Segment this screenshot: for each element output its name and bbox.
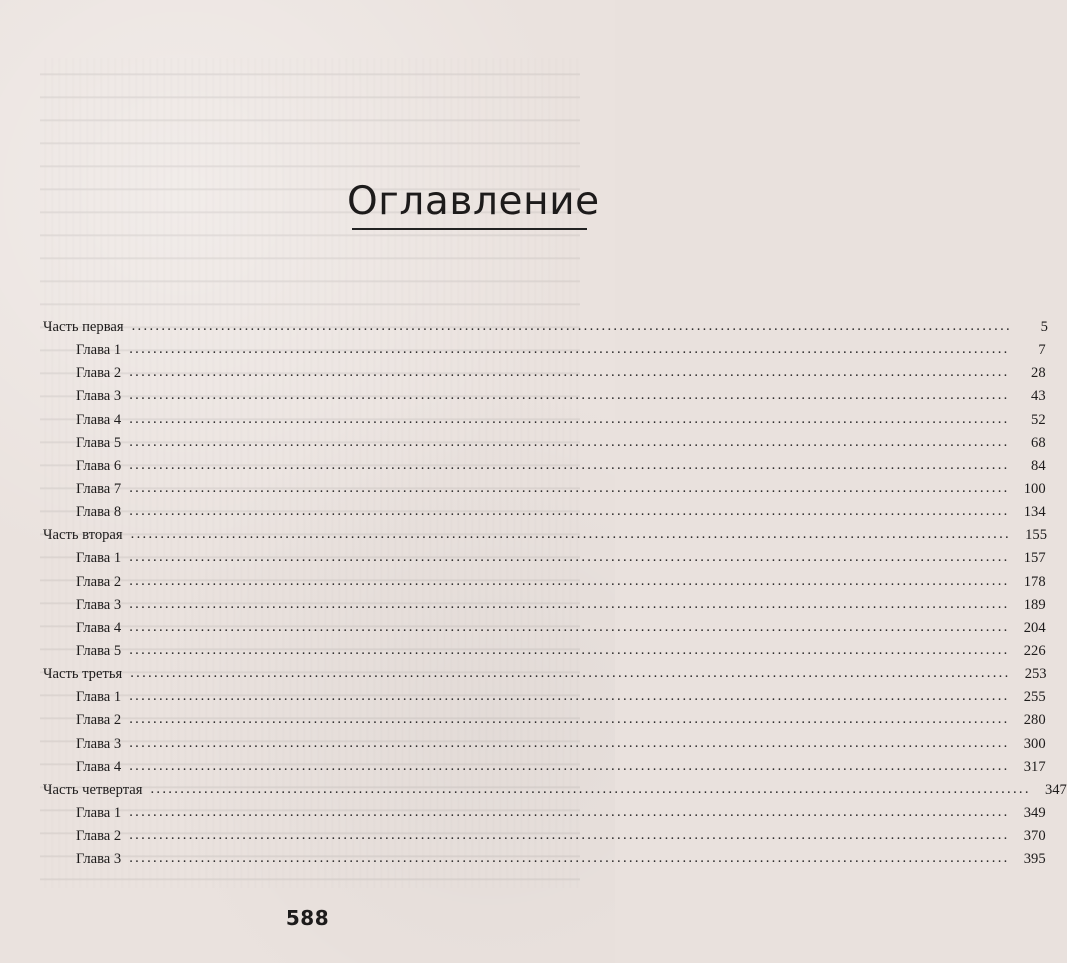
toc-leader: .................................................................................................................................................... — [129, 827, 1010, 844]
title-block — [347, 179, 600, 230]
toc-label: Часть первая — [43, 319, 124, 335]
toc-row — [43, 711, 1046, 736]
toc-label: Глава 3 — [76, 735, 122, 752]
toc-page-number: 155 — [1025, 527, 1047, 544]
toc-leader: .................................................................................................................................................... — [129, 711, 1010, 728]
page-title: Оглавление — [347, 179, 600, 224]
toc-label: Глава 6 — [76, 457, 122, 474]
toc-leader: .................................................................................................................................................... — [129, 757, 1010, 774]
toc-page-number: 317 — [1023, 758, 1046, 775]
toc-row — [43, 780, 1067, 806]
toc-leader: .................................................................................................................................................... — [129, 479, 1010, 496]
toc-leader: .................................................................................................................................................... — [129, 433, 1010, 450]
toc-page-number: 100 — [1023, 480, 1046, 497]
title-underline — [352, 228, 587, 230]
toc-label: Глава 1 — [76, 689, 122, 706]
toc-page-number: 178 — [1023, 573, 1046, 590]
toc-page-number: 157 — [1023, 550, 1046, 567]
toc-page-number: 204 — [1023, 619, 1046, 636]
toc-label: Глава 2 — [76, 712, 122, 729]
toc-label: Часть третья — [43, 666, 123, 683]
toc-label: Глава 3 — [76, 851, 122, 868]
toc-row — [43, 827, 1046, 852]
toc-leader: .................................................................................................................................................... — [130, 665, 1011, 682]
toc-row — [43, 618, 1046, 644]
toc-label: Глава 5 — [76, 642, 122, 659]
toc-label: Глава 2 — [76, 365, 122, 382]
toc-leader: .................................................................................................................................................... — [129, 364, 1010, 381]
toc-page-number: 226 — [1023, 642, 1046, 659]
toc-leader: .................................................................................................................................................... — [129, 341, 1010, 358]
toc-row — [43, 595, 1046, 621]
page-number: 588 — [285, 906, 330, 930]
toc-row — [43, 318, 1048, 343]
toc-leader: .................................................................................................................................................... — [129, 387, 1010, 404]
toc-row — [43, 387, 1046, 412]
toc-row — [43, 503, 1046, 528]
toc-leader: .................................................................................................................................................... — [129, 410, 1010, 427]
toc-row — [43, 850, 1046, 875]
toc-page-number: 349 — [1023, 804, 1046, 821]
toc-label: Глава 3 — [76, 388, 122, 405]
toc-leader: .................................................................................................................................................... — [129, 503, 1010, 520]
toc-page-number: 370 — [1023, 828, 1046, 845]
toc-leader: .................................................................................................................................................... — [130, 526, 1011, 543]
toc-page-number: 300 — [1023, 735, 1046, 752]
toc-label: Глава 5 — [76, 434, 122, 451]
toc-row — [43, 734, 1046, 760]
toc-page-number: 7 — [1038, 342, 1046, 359]
toc-label: Глава 2 — [76, 573, 122, 590]
toc-page-number: 68 — [1031, 434, 1046, 451]
toc-page-number: 280 — [1023, 712, 1046, 729]
toc-row — [43, 549, 1046, 574]
toc-label: Глава 8 — [76, 504, 122, 521]
toc-page-number: 84 — [1031, 457, 1046, 474]
toc-leader: .................................................................................................................................................... — [129, 688, 1010, 705]
toc-page-number: 347 — [1044, 781, 1067, 798]
toc-leader: .................................................................................................................................................... — [129, 618, 1010, 635]
toc-label: Глава 2 — [76, 828, 122, 845]
table-of-contents — [43, 318, 1067, 875]
toc-row — [43, 479, 1046, 505]
toc-page-number: 134 — [1023, 504, 1046, 521]
toc-row — [43, 456, 1046, 482]
toc-leader: .................................................................................................................................................... — [131, 318, 1012, 334]
toc-page-number: 43 — [1031, 388, 1046, 405]
toc-page-number: 28 — [1031, 365, 1046, 382]
toc-label: Глава 4 — [76, 411, 122, 428]
toc-leader: .................................................................................................................................................... — [129, 595, 1010, 612]
toc-page-number: 5 — [1040, 319, 1048, 335]
toc-leader: .................................................................................................................................................... — [129, 572, 1010, 589]
toc-leader: .................................................................................................................................................... — [129, 803, 1010, 820]
toc-row — [43, 410, 1046, 436]
toc-leader: .................................................................................................................................................... — [129, 734, 1010, 751]
toc-leader: .................................................................................................................................................... — [129, 456, 1010, 473]
toc-row — [43, 572, 1046, 598]
toc-label: Глава 4 — [76, 758, 122, 775]
toc-page-number: 189 — [1023, 596, 1046, 613]
toc-row — [43, 341, 1046, 366]
toc-row — [43, 688, 1046, 713]
toc-label: Глава 3 — [76, 596, 122, 613]
toc-page-number: 255 — [1023, 689, 1046, 706]
toc-row — [43, 757, 1046, 783]
toc-leader: .................................................................................................................................................... — [129, 850, 1010, 867]
toc-label: Часть вторая — [43, 527, 123, 544]
toc-row — [43, 641, 1046, 667]
toc-page-number: 395 — [1023, 851, 1046, 868]
toc-row — [43, 665, 1047, 690]
toc-row — [43, 364, 1046, 389]
toc-leader: .................................................................................................................................................... — [150, 780, 1031, 797]
toc-leader: .................................................................................................................................................... — [129, 641, 1010, 658]
toc-row — [43, 803, 1046, 829]
toc-leader: .................................................................................................................................................... — [129, 549, 1010, 566]
toc-label: Глава 1 — [76, 550, 122, 567]
toc-page-number: 253 — [1024, 666, 1047, 683]
toc-label: Глава 1 — [76, 804, 122, 821]
toc-label: Часть четвертая — [43, 781, 143, 798]
toc-page-number: 52 — [1031, 411, 1046, 428]
toc-label: Глава 7 — [76, 480, 122, 497]
toc-label: Глава 4 — [76, 619, 122, 636]
toc-row — [43, 433, 1046, 459]
toc-row — [43, 526, 1047, 551]
toc-label: Глава 1 — [76, 342, 122, 359]
